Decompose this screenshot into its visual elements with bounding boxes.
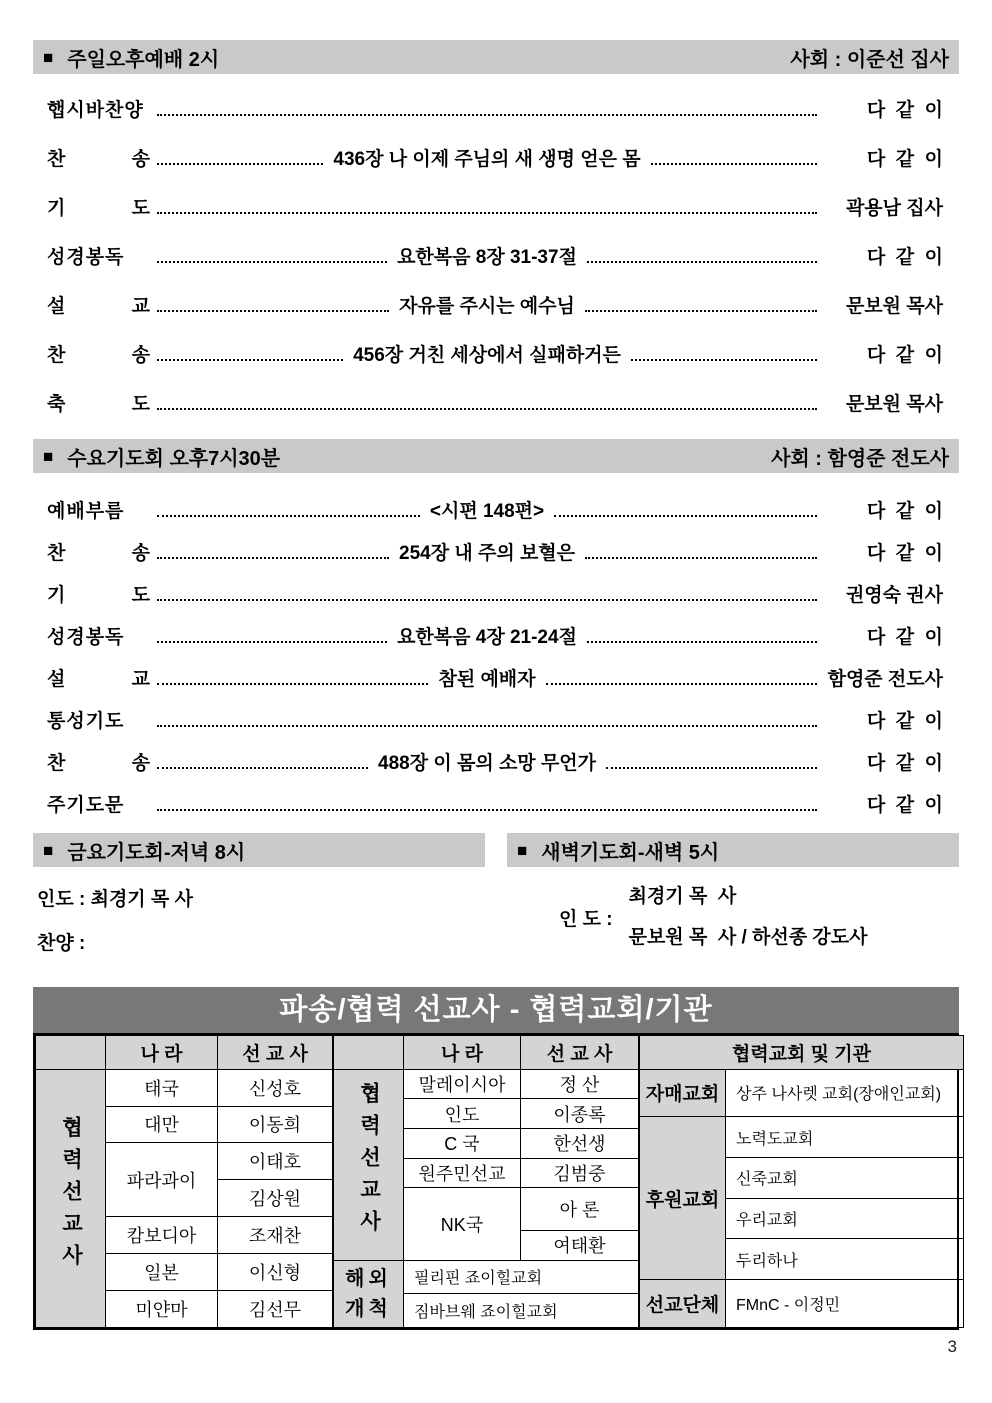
order-row <box>47 96 943 120</box>
order-item-detail: 488장 이 몸의 소망 무언가 <box>378 752 597 774</box>
wednesday-service-title: 수요기도회 오후7시30분 <box>67 447 281 470</box>
order-row <box>47 581 943 605</box>
dawn-leader-lines <box>629 877 868 959</box>
order-item-label: 통성기도 <box>47 710 125 732</box>
dotted-leader <box>157 395 817 410</box>
table-header-row <box>334 1035 639 1069</box>
table-row <box>640 1117 964 1158</box>
order-item-label: 햅시바찬양 <box>47 99 144 121</box>
dotted-leader <box>157 796 817 811</box>
missionary-cell: 이종록 <box>521 1099 639 1129</box>
order-item-label: 설 교 <box>47 668 151 690</box>
order-row <box>47 243 943 267</box>
order-item-person: 문보원 목사 <box>845 295 943 317</box>
order-item-label: 찬 송 <box>47 344 151 366</box>
order-item-detail: 요한복음 4장 21-24절 <box>397 626 577 648</box>
country-cell: 인도 <box>404 1099 521 1129</box>
dotted-leader <box>157 712 817 727</box>
country-cell: 원주민선교 <box>404 1158 521 1188</box>
order-item-person: 함영준 전도사 <box>827 668 943 690</box>
dawn-prayer-header-bar <box>507 833 959 867</box>
order-item-detail: 요한복음 8장 31-37절 <box>397 246 577 268</box>
missionary-cell: 김상원 <box>218 1180 333 1217</box>
prayer-meetings-row <box>33 833 959 959</box>
section-title-group <box>517 836 719 865</box>
order-row <box>47 145 943 169</box>
order-item-person: 다 같 이 <box>866 344 944 366</box>
order-item-person: 다 같 이 <box>866 542 944 564</box>
square-bullet-icon: ■ <box>517 840 528 860</box>
order-row <box>47 194 943 218</box>
missions-table-left <box>35 1035 333 1328</box>
dotted-leader <box>157 297 389 312</box>
friday-prayer-section <box>33 833 485 959</box>
order-row <box>47 623 943 647</box>
order-item-detail: <시편 148편> <box>429 500 545 522</box>
order-row <box>47 341 943 365</box>
missionary-cell: 한선생 <box>521 1128 639 1158</box>
sunday-order-list <box>33 96 959 414</box>
missionary-cell: 김선무 <box>218 1290 333 1327</box>
missions-section <box>33 987 959 1330</box>
group-label-overseas-planting: 해외개척 <box>334 1260 404 1327</box>
partner-name-cell: 상주 나사렛 교회(장애인교회) <box>726 1069 964 1117</box>
partner-name-cell: 두리하나 <box>726 1239 964 1280</box>
order-row <box>47 791 943 815</box>
dawn-leader-line1: 최경기 목 사 <box>628 886 737 907</box>
header-corner-cell <box>334 1035 404 1069</box>
order-item-person: 곽용남 집사 <box>845 197 943 219</box>
dotted-leader <box>157 248 387 263</box>
table-header-row <box>640 1035 964 1069</box>
dotted-leader <box>157 754 368 769</box>
order-item-label: 찬 송 <box>47 148 151 170</box>
order-item-person: 다 같 이 <box>866 246 943 268</box>
header-missionary: 선 교 사 <box>218 1035 333 1069</box>
country-cell: 말레이시아 <box>404 1069 521 1099</box>
missionary-cell: 이동희 <box>218 1106 333 1143</box>
missionary-cell: 아 론 <box>521 1188 639 1231</box>
table-row <box>640 1069 964 1117</box>
dotted-leader <box>631 346 817 361</box>
order-item-detail: 254장 내 주의 보혈은 <box>399 542 576 564</box>
dotted-leader <box>157 670 428 685</box>
overseas-church-cell: 짐바브웨 죠이힐교회 <box>404 1294 639 1328</box>
order-item-label: 성경봉독 <box>47 246 125 268</box>
friday-prayer-header-bar <box>33 833 485 867</box>
order-row <box>47 292 943 316</box>
order-row <box>47 707 943 731</box>
header-partner-churches: 협력교회 및 기관 <box>640 1035 964 1069</box>
country-cell: 태국 <box>106 1069 218 1106</box>
dawn-leader-label: 인 도 : <box>559 909 613 931</box>
order-item-detail: 436장 나 이제 주님의 새 생명 얻은 몸 <box>333 148 641 170</box>
table-row <box>36 1069 333 1106</box>
order-item-person: 다 같 이 <box>866 710 943 732</box>
missionary-cell: 이신형 <box>218 1253 333 1290</box>
wednesday-service-mc: 사회 : 함영준 전도사 <box>771 447 949 470</box>
missionary-cell: 김범중 <box>521 1158 639 1188</box>
table-row <box>334 1069 639 1099</box>
dotted-leader <box>157 586 817 601</box>
dotted-leader <box>606 754 817 769</box>
order-item-person: 권영숙 권사 <box>845 584 943 606</box>
table-row <box>640 1280 964 1328</box>
friday-leader: 인도 : 최경기 목 사 <box>37 889 193 910</box>
order-item-person: 다 같 이 <box>866 794 943 816</box>
order-item-label: 기 도 <box>47 584 151 606</box>
partner-name-cell: FMnC - 이정민 <box>726 1280 964 1328</box>
order-item-person: 다 같 이 <box>866 500 944 522</box>
country-cell: 파라과이 <box>106 1143 218 1217</box>
friday-praise: 찬양 : <box>37 933 86 954</box>
square-bullet-icon: ■ <box>43 47 54 67</box>
overseas-church-cell: 필리핀 죠이힐교회 <box>404 1260 639 1293</box>
dotted-leader <box>546 670 817 685</box>
square-bullet-icon: ■ <box>43 446 54 466</box>
country-cell: 캄보디아 <box>106 1217 218 1254</box>
table-header-row <box>36 1035 333 1069</box>
missionary-cell: 조재찬 <box>218 1217 333 1254</box>
page-content <box>33 40 959 1357</box>
order-row <box>47 749 943 773</box>
dotted-leader <box>157 199 817 214</box>
dawn-leaders <box>507 877 959 959</box>
dotted-leader <box>585 544 817 559</box>
order-item-label: 축 도 <box>47 393 151 415</box>
order-item-person: 다 같 이 <box>866 752 944 774</box>
dotted-leader <box>554 502 817 517</box>
dotted-leader <box>157 346 343 361</box>
missionary-cell: 여태환 <box>521 1231 639 1261</box>
section-title-group <box>43 43 219 72</box>
dotted-leader <box>585 297 817 312</box>
dotted-leader <box>157 544 389 559</box>
order-item-label: 예배부름 <box>47 500 125 522</box>
order-item-label: 성경봉독 <box>47 626 125 648</box>
order-item-person: 다 같 이 <box>866 148 944 170</box>
dotted-leader <box>157 502 420 517</box>
page-number: 3 <box>947 1336 957 1356</box>
sunday-service-mc: 사회 : 이준선 집사 <box>790 48 949 71</box>
order-row <box>47 665 943 689</box>
header-country: 나 라 <box>106 1035 218 1069</box>
group-label-cooperating-missionaries: 협력선교사 <box>36 1069 106 1327</box>
wednesday-service-header-bar <box>33 439 959 473</box>
missions-table-right <box>639 1035 964 1328</box>
missionary-cell: 신성호 <box>218 1069 333 1106</box>
missions-table-title: 파송/협력 선교사 - 협력교회/기관 <box>33 987 959 1033</box>
order-item-label: 설 교 <box>47 295 151 317</box>
friday-prayer-title: 금요기도회-저녁 8시 <box>67 841 246 864</box>
order-item-label: 찬 송 <box>47 542 151 564</box>
dawn-prayer-section <box>507 833 959 959</box>
dawn-leader-line2: 문보원 목 사 / 하선종 강도사 <box>628 926 868 948</box>
dotted-leader <box>157 628 387 643</box>
square-bullet-icon: ■ <box>43 840 54 860</box>
dawn-prayer-title: 새벽기도회-새벽 5시 <box>541 841 720 864</box>
order-row <box>47 497 943 521</box>
missions-table-middle <box>333 1035 639 1328</box>
order-item-label: 기 도 <box>47 197 151 219</box>
country-cell: 미얀마 <box>106 1290 218 1327</box>
order-row <box>47 390 943 414</box>
order-item-detail: 자유를 주시는 예수님 <box>399 295 575 317</box>
order-item-detail: 456장 거친 세상에서 실패하거든 <box>353 344 621 366</box>
header-missionary: 선 교 사 <box>521 1035 639 1069</box>
missions-table <box>33 1033 959 1330</box>
country-cell: 일본 <box>106 1253 218 1290</box>
partner-name-cell: 우리교회 <box>726 1198 964 1239</box>
order-row <box>47 539 943 563</box>
missionary-cell: 정 산 <box>521 1069 639 1099</box>
partner-category-cell: 선교단체 <box>640 1280 726 1328</box>
partner-name-cell: 노력도교회 <box>726 1117 964 1158</box>
dotted-leader <box>587 628 817 643</box>
country-cell: 대만 <box>106 1106 218 1143</box>
group-label-cooperating-missionaries: 협력선교사 <box>334 1069 404 1260</box>
order-item-person: 다 같 이 <box>866 626 943 648</box>
dotted-leader <box>157 101 817 116</box>
table-row <box>334 1260 639 1293</box>
order-item-label: 찬 송 <box>47 752 151 774</box>
dotted-leader <box>157 150 323 165</box>
dotted-leader <box>587 248 817 263</box>
section-title-group <box>43 442 280 471</box>
dotted-leader <box>651 150 817 165</box>
country-cell: C 국 <box>404 1128 521 1158</box>
section-title-group <box>43 836 245 865</box>
order-item-detail: 참된 예배자 <box>438 668 536 690</box>
partner-name-cell: 신죽교회 <box>726 1157 964 1198</box>
country-cell: NK국 <box>404 1188 521 1260</box>
partner-category-cell: 자매교회 <box>640 1069 726 1117</box>
order-item-person: 문보원 목사 <box>845 393 943 415</box>
partner-category-cell: 후원교회 <box>640 1117 726 1280</box>
wednesday-order-list <box>33 497 959 815</box>
header-country: 나 라 <box>404 1035 521 1069</box>
header-corner-cell <box>36 1035 106 1069</box>
order-item-person: 다 같 이 <box>866 99 943 121</box>
order-item-label: 주기도문 <box>47 794 125 816</box>
sunday-service-title: 주일오후예배 2시 <box>67 48 220 71</box>
sunday-service-header-bar <box>33 40 959 74</box>
missionary-cell: 이태호 <box>218 1143 333 1180</box>
